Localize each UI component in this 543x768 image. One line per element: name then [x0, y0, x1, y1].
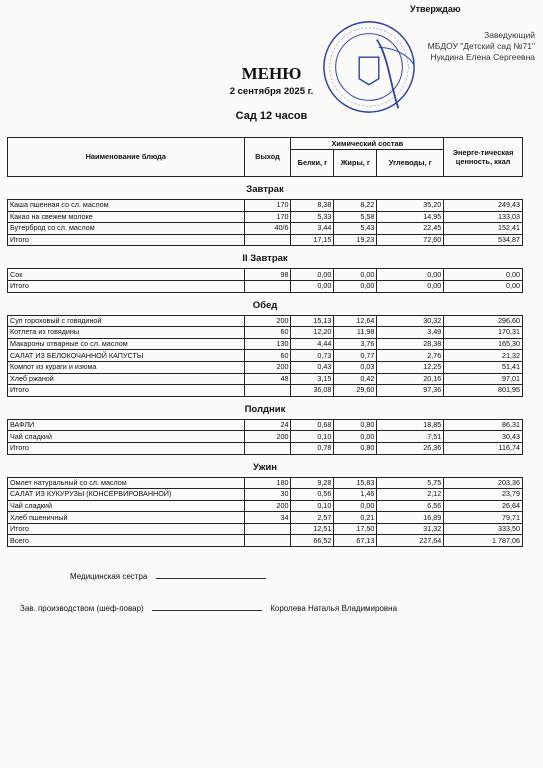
- value-cell: 15,83: [334, 477, 377, 489]
- value-cell: 28,38: [377, 338, 444, 350]
- table-row: [8, 489, 523, 501]
- table-row: [8, 431, 523, 443]
- value-cell: 203,36: [444, 477, 523, 489]
- table-row: [8, 200, 523, 212]
- value-cell: 16,89: [377, 512, 444, 524]
- value-cell: 0,00: [334, 431, 377, 443]
- chef-signature: [20, 604, 397, 613]
- value-cell: 165,30: [444, 338, 523, 350]
- value-cell: 19,23: [334, 234, 377, 246]
- value-cell: 0,10: [291, 500, 334, 512]
- section-header: [8, 454, 523, 477]
- value-cell: 98: [244, 269, 291, 281]
- table-row: [8, 269, 523, 281]
- value-cell: 0,00: [377, 269, 444, 281]
- dish-name-cell: Сок: [8, 269, 245, 281]
- value-cell: 0,80: [334, 419, 377, 431]
- value-cell: 12,64: [334, 315, 377, 327]
- value-cell: 7,51: [377, 431, 444, 443]
- table-row: [8, 327, 523, 339]
- value-cell: 170,31: [444, 327, 523, 339]
- value-cell: 0,00: [334, 269, 377, 281]
- chef-label: Зав. производством (шеф-повар): [20, 604, 144, 613]
- table-row: [8, 442, 523, 454]
- value-cell: 72,60: [377, 234, 444, 246]
- value-cell: 8,22: [334, 200, 377, 212]
- value-cell: 0,43: [291, 361, 334, 373]
- dish-name-cell: Итого: [8, 442, 245, 454]
- value-cell: 11,98: [334, 327, 377, 339]
- table-row: [8, 211, 523, 223]
- value-cell: 30: [244, 489, 291, 501]
- section-header: [8, 246, 523, 269]
- value-cell: 36,08: [291, 385, 334, 397]
- table-row: [8, 280, 523, 292]
- value-cell: 0,68: [291, 419, 334, 431]
- value-cell: 534,87: [444, 234, 523, 246]
- value-cell: 1,46: [334, 489, 377, 501]
- table-row: [8, 419, 523, 431]
- dish-name-cell: Всего: [8, 535, 245, 547]
- table-row: [8, 234, 523, 246]
- value-cell: 200: [244, 431, 291, 443]
- table-row: [8, 512, 523, 524]
- section-title: Ужин: [252, 461, 278, 473]
- approver-position: Заведующий: [484, 30, 535, 40]
- value-cell: 23,79: [444, 489, 523, 501]
- value-cell: 152,41: [444, 223, 523, 235]
- dish-name-cell: Котлета из говядины: [8, 327, 245, 339]
- value-cell: 20,16: [377, 373, 444, 385]
- value-cell: 0,42: [334, 373, 377, 385]
- value-cell: 0,10: [291, 431, 334, 443]
- value-cell: 200: [244, 500, 291, 512]
- col-protein: Белки, г: [291, 150, 334, 177]
- table-row: [8, 500, 523, 512]
- section-header: [8, 396, 523, 419]
- value-cell: [244, 523, 291, 535]
- value-cell: 0,56: [291, 489, 334, 501]
- nurse-label: Медицинская сестра: [70, 572, 148, 581]
- value-cell: 60: [244, 327, 291, 339]
- page-title: МЕНЮ: [241, 64, 302, 83]
- value-cell: 97,01: [444, 373, 523, 385]
- dish-name-cell: Компот из кураги и изюма: [8, 361, 245, 373]
- section-title: Завтрак: [246, 184, 284, 195]
- value-cell: 5,33: [291, 211, 334, 223]
- table-row: [8, 350, 523, 362]
- dish-name-cell: Бутерброд со сл. маслом: [8, 223, 245, 235]
- approver-name: Нукдина Елена Сергеевна: [430, 52, 535, 62]
- value-cell: 51,41: [444, 361, 523, 373]
- value-cell: [244, 442, 291, 454]
- value-cell: 0,80: [334, 442, 377, 454]
- value-cell: 200: [244, 361, 291, 373]
- dish-name-cell: Макароны отварные со сл. маслом: [8, 338, 245, 350]
- value-cell: 31,32: [377, 523, 444, 535]
- dish-name-cell: Итого: [8, 385, 245, 397]
- value-cell: 3,15: [291, 373, 334, 385]
- value-cell: 170: [244, 200, 291, 212]
- dish-name-cell: Какао на свежем молоке: [8, 211, 245, 223]
- value-cell: 801,95: [444, 385, 523, 397]
- dish-name-cell: ВАФЛИ: [8, 419, 245, 431]
- value-cell: 0,77: [334, 350, 377, 362]
- value-cell: 18,85: [377, 419, 444, 431]
- chef-sign-line: [152, 610, 262, 611]
- value-cell: 116,74: [444, 442, 523, 454]
- value-cell: 0,00: [444, 269, 523, 281]
- nurse-sign-line: [156, 578, 266, 579]
- menu-date: 2 сентября 2025 г.: [229, 86, 314, 97]
- dish-name-cell: Омлет натуральный со сл. маслом: [8, 477, 245, 489]
- value-cell: 40/6: [244, 223, 291, 235]
- value-cell: 0,78: [291, 442, 334, 454]
- section-header: [8, 292, 523, 315]
- value-cell: 22,45: [377, 223, 444, 235]
- table-row: [8, 373, 523, 385]
- value-cell: 12,25: [377, 361, 444, 373]
- value-cell: 12,51: [291, 523, 334, 535]
- value-cell: 2,57: [291, 512, 334, 524]
- value-cell: 24: [244, 419, 291, 431]
- value-cell: 0,00: [291, 269, 334, 281]
- col-carbs: Углеводы, г: [377, 150, 444, 177]
- menu-subtitle: Сад 12 часов: [235, 110, 308, 122]
- value-cell: 35,20: [377, 200, 444, 212]
- dish-name-cell: Каша пшенная со сл. маслом: [8, 200, 245, 212]
- value-cell: 9,28: [291, 477, 334, 489]
- value-cell: 0,21: [334, 512, 377, 524]
- dish-name-cell: Итого: [8, 234, 245, 246]
- value-cell: 30,32: [377, 315, 444, 327]
- dish-name-cell: Чай сладкий: [8, 431, 245, 443]
- value-cell: 12,20: [291, 327, 334, 339]
- table-row: [8, 523, 523, 535]
- value-cell: 26,64: [444, 500, 523, 512]
- col-yield: Выход: [244, 138, 291, 177]
- value-cell: 0,00: [334, 500, 377, 512]
- col-fat: Жиры, г: [334, 150, 377, 177]
- table-row: [8, 385, 523, 397]
- value-cell: 86,31: [444, 419, 523, 431]
- value-cell: [244, 280, 291, 292]
- value-cell: 17,15: [291, 234, 334, 246]
- value-cell: 1 787,06: [444, 535, 523, 547]
- value-cell: 66,52: [291, 535, 334, 547]
- value-cell: 21,32: [444, 350, 523, 362]
- dish-name-cell: САЛАТ ИЗ БЕЛОКОЧАННОЙ КАПУСТЫ: [8, 350, 245, 362]
- menu-table: [7, 137, 523, 547]
- value-cell: [244, 535, 291, 547]
- value-cell: 0,00: [291, 280, 334, 292]
- value-cell: [244, 385, 291, 397]
- value-cell: 2,76: [377, 350, 444, 362]
- table-row: [8, 223, 523, 235]
- value-cell: 5,58: [334, 211, 377, 223]
- section-header: [8, 177, 523, 200]
- dish-name-cell: Хлеб ржаной: [8, 373, 245, 385]
- section-title: Полдник: [244, 403, 286, 415]
- dish-name-cell: САЛАТ ИЗ КУКУРУЗЫ (КОНСЕРВИРОВАННОЙ): [8, 489, 245, 501]
- value-cell: 0,00: [444, 280, 523, 292]
- value-cell: 227,64: [377, 535, 444, 547]
- value-cell: 0,73: [291, 350, 334, 362]
- value-cell: 0,00: [334, 280, 377, 292]
- value-cell: 26,36: [377, 442, 444, 454]
- value-cell: 48: [244, 373, 291, 385]
- value-cell: [244, 234, 291, 246]
- value-cell: 60: [244, 350, 291, 362]
- nurse-signature: [70, 572, 266, 581]
- section-title: II Завтрак: [242, 253, 288, 265]
- chef-name: Королева Наталья Владимировна: [270, 604, 398, 613]
- value-cell: 67,13: [334, 535, 377, 547]
- table-row: [8, 477, 523, 489]
- value-cell: 333,50: [444, 523, 523, 535]
- dish-name-cell: Хлеб пшеничный: [8, 512, 245, 524]
- value-cell: 14,95: [377, 211, 444, 223]
- dish-name-cell: Итого: [8, 280, 245, 292]
- value-cell: 4,44: [291, 338, 334, 350]
- value-cell: 296,60: [444, 315, 523, 327]
- value-cell: 180: [244, 477, 291, 489]
- value-cell: 97,36: [377, 385, 444, 397]
- value-cell: 249,43: [444, 200, 523, 212]
- value-cell: 0,03: [334, 361, 377, 373]
- value-cell: 5,43: [334, 223, 377, 235]
- value-cell: 133,03: [444, 211, 523, 223]
- approver-org: МБДОУ "Детский сад №71": [427, 41, 535, 51]
- value-cell: 2,12: [377, 489, 444, 501]
- value-cell: 3,44: [291, 223, 334, 235]
- dish-name-cell: Суп гороховый с говядиной: [8, 315, 245, 327]
- value-cell: 79,71: [444, 512, 523, 524]
- col-energy: Энерге-тическая ценность, ккал: [444, 138, 523, 177]
- col-chem: Химический состав: [291, 138, 444, 150]
- table-row: [8, 535, 523, 547]
- col-dish: Наименование блюда: [8, 138, 245, 177]
- value-cell: 30,43: [444, 431, 523, 443]
- value-cell: 15,13: [291, 315, 334, 327]
- value-cell: 8,38: [291, 200, 334, 212]
- value-cell: 29,60: [334, 385, 377, 397]
- value-cell: 170: [244, 211, 291, 223]
- value-cell: 6,56: [377, 500, 444, 512]
- value-cell: 3,49: [377, 327, 444, 339]
- value-cell: 0,00: [377, 280, 444, 292]
- value-cell: 34: [244, 512, 291, 524]
- dish-name-cell: Итого: [8, 523, 245, 535]
- value-cell: 200: [244, 315, 291, 327]
- table-row: [8, 315, 523, 327]
- value-cell: 130: [244, 338, 291, 350]
- dish-name-cell: Чай сладкий: [8, 500, 245, 512]
- table-row: [8, 361, 523, 373]
- table-row: [8, 338, 523, 350]
- value-cell: 3,76: [334, 338, 377, 350]
- value-cell: 5,75: [377, 477, 444, 489]
- section-title: Обед: [252, 299, 278, 311]
- value-cell: 17,50: [334, 523, 377, 535]
- approve-label: Утверждаю: [410, 4, 461, 14]
